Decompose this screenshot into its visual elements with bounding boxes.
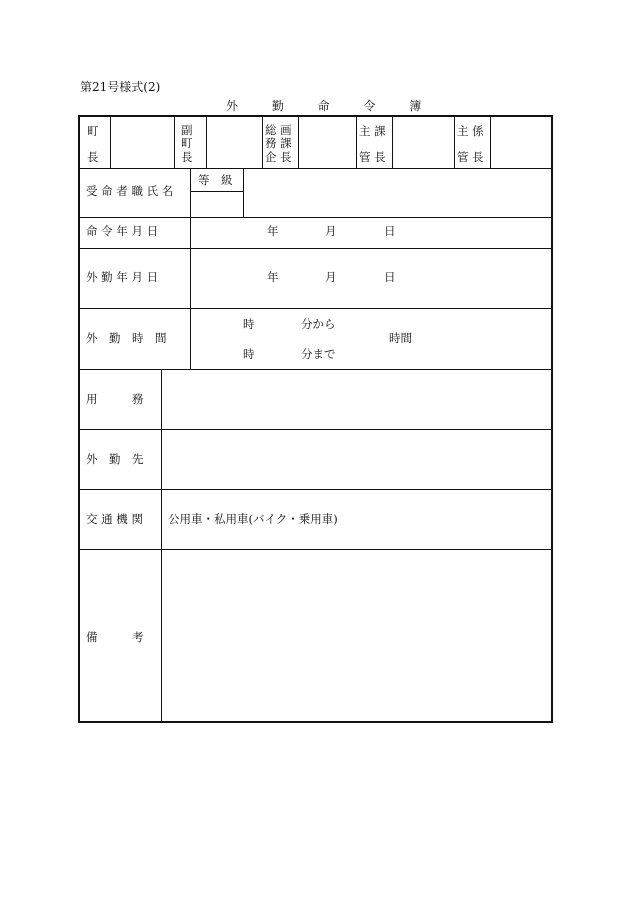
approval-deputy-label: 町 — [181, 136, 193, 150]
divider — [161, 369, 162, 721]
divider — [298, 117, 299, 168]
time-to-minute: 分まで — [301, 347, 336, 361]
divider — [110, 117, 111, 168]
divider — [190, 191, 243, 192]
approval-mayor-label: 長 — [87, 150, 99, 164]
duty-date-label: 外 勤 年 月 日 — [86, 270, 159, 284]
order-date-year: 年 — [267, 224, 279, 238]
divider — [392, 117, 393, 168]
approval-general-affairs-label: 総 画 — [265, 123, 292, 137]
divider — [206, 117, 207, 168]
order-form-table — [78, 115, 553, 723]
approval-general-affairs-label: 務 課 — [265, 136, 292, 150]
grade-label: 等 級 — [198, 173, 233, 187]
approval-deputy-label: 副 — [181, 123, 193, 137]
page-title: 外 勤 命 令 簿 — [226, 99, 437, 113]
recipient-label: 受 命 者 職 氏 名 — [86, 184, 174, 198]
divider — [490, 117, 491, 168]
remarks-label: 備 考 — [86, 630, 144, 644]
approval-deputy-label: 長 — [181, 150, 193, 164]
order-date-label: 命 令 年 月 日 — [86, 224, 159, 238]
divider — [243, 168, 244, 217]
transport-label: 交 通 機 関 — [86, 512, 143, 526]
row-divider — [80, 217, 551, 218]
divider — [190, 168, 191, 369]
row-divider — [80, 369, 551, 370]
divider — [356, 117, 357, 168]
time-from-minute: 分から — [301, 317, 336, 331]
divider — [262, 117, 263, 168]
approval-subsection-chief-label: 主 係 — [457, 124, 484, 138]
order-date-month: 月 — [325, 224, 337, 238]
approval-general-affairs-label: 企 長 — [265, 150, 292, 164]
row-divider — [80, 308, 551, 309]
approval-section-chief-label: 管 長 — [359, 150, 386, 164]
duty-date-month: 月 — [325, 270, 337, 284]
duty-date-day: 日 — [384, 270, 396, 284]
order-date-day: 日 — [384, 224, 396, 238]
divider — [454, 117, 455, 168]
approval-subsection-chief-label: 管 長 — [457, 150, 484, 164]
time-from-hour: 時 — [243, 317, 255, 331]
divider — [174, 117, 175, 168]
approval-section-chief-label: 主 課 — [359, 124, 386, 138]
approval-mayor-label: 町 — [87, 124, 99, 138]
purpose-label: 用 務 — [86, 392, 144, 406]
row-divider — [80, 429, 551, 430]
duty-time-label: 外 勤 時 間 — [86, 331, 167, 345]
duration-hours-unit: 時間 — [389, 331, 412, 345]
destination-label: 外 勤 先 — [86, 452, 144, 466]
transport-value: 公用車・私用車(バイク・乗用車) — [168, 512, 338, 526]
row-divider — [80, 549, 551, 550]
form-number: 第21号様式(2) — [80, 80, 161, 94]
duty-date-year: 年 — [267, 270, 279, 284]
row-divider — [80, 489, 551, 490]
row-divider — [80, 168, 551, 169]
row-divider — [80, 248, 551, 249]
time-to-hour: 時 — [243, 347, 255, 361]
